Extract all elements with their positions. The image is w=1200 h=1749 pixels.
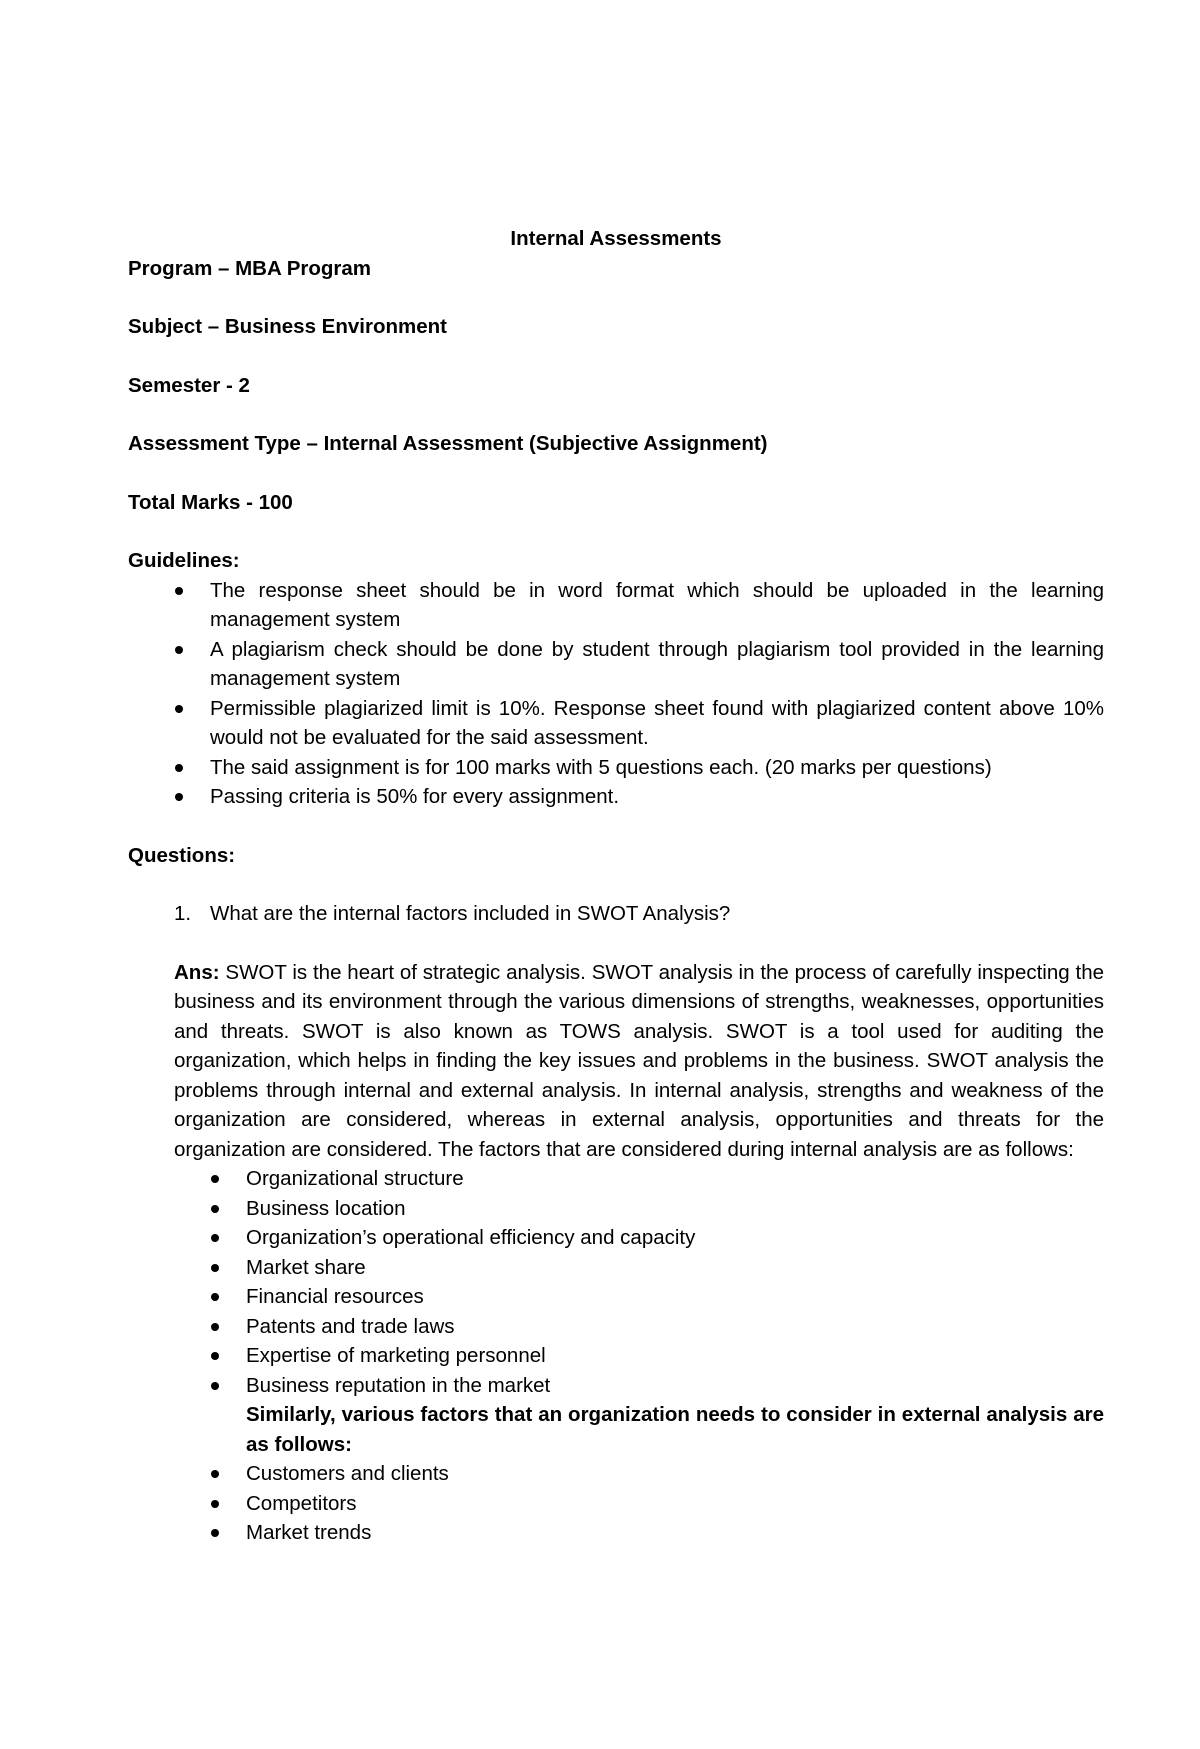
bullet-icon bbox=[211, 1382, 219, 1390]
document-body bbox=[128, 224, 1104, 1548]
answer-label: Ans: bbox=[174, 960, 220, 984]
list-item: Business reputation in the market bbox=[128, 1371, 1104, 1401]
program-line: Program – MBA Program bbox=[128, 256, 372, 280]
questions-heading: Questions: bbox=[128, 843, 236, 867]
semester-line: Semester - 2 bbox=[128, 373, 250, 397]
assessment-type-line: Assessment Type – Internal Assessment (Subjective Assignment) bbox=[128, 432, 768, 455]
list-item: Customers and clients bbox=[128, 1459, 1104, 1489]
bullet-icon bbox=[175, 587, 183, 595]
bullet-icon bbox=[175, 764, 183, 772]
bullet-icon bbox=[211, 1293, 219, 1301]
list-item: Patents and trade laws bbox=[128, 1312, 1104, 1342]
bullet-icon bbox=[211, 1175, 219, 1183]
subject-line: Subject – Business Environment bbox=[128, 315, 447, 338]
list-item: Financial resources bbox=[128, 1282, 1104, 1312]
list-item: The response sheet should be in word format which should be uploaded in the learning management system bbox=[128, 576, 1104, 635]
bullet-icon bbox=[211, 1352, 219, 1360]
external-factors-list bbox=[128, 1459, 1104, 1548]
list-item: Market trends bbox=[128, 1518, 1104, 1548]
bullet-icon bbox=[211, 1323, 219, 1331]
list-item: Competitors bbox=[128, 1489, 1104, 1519]
bullet-icon bbox=[211, 1529, 219, 1537]
guidelines-list bbox=[128, 576, 1104, 812]
list-item: Business location bbox=[128, 1194, 1104, 1224]
answer-1 bbox=[128, 958, 1104, 1165]
bullet-icon bbox=[175, 646, 183, 654]
list-item: The said assignment is for 100 marks with 5 questions each. (20 marks per questions) bbox=[128, 753, 1104, 783]
bullet-icon bbox=[211, 1234, 219, 1242]
question-number: 1. bbox=[174, 902, 192, 925]
list-item: Market share bbox=[128, 1253, 1104, 1283]
bullet-icon bbox=[211, 1500, 219, 1508]
list-item: A plagiarism check should be done by student through plagiarism tool provided in the learning management system bbox=[128, 635, 1104, 694]
total-marks-line: Total Marks - 100 bbox=[128, 490, 293, 514]
list-item: Organization’s operational efficiency and capacity bbox=[128, 1223, 1104, 1253]
bullet-icon bbox=[211, 1470, 219, 1478]
question-1 bbox=[128, 899, 1104, 929]
list-item: Organizational structure bbox=[128, 1164, 1104, 1194]
list-item: Expertise of marketing personnel bbox=[128, 1341, 1104, 1371]
external-analysis-intro: Similarly, various factors that an organization needs to consider in external analysis are as follows: bbox=[246, 1403, 1104, 1456]
bullet-icon bbox=[175, 705, 183, 713]
guidelines-heading: Guidelines: bbox=[128, 549, 240, 572]
bullet-icon bbox=[211, 1205, 219, 1213]
bullet-icon bbox=[211, 1264, 219, 1272]
list-item: Permissible plagiarized limit is 10%. Response sheet found with plagiarized content above 10% would not be evaluated for the said assessment. bbox=[128, 694, 1104, 753]
list-item: Passing criteria is 50% for every assignment. bbox=[128, 782, 1104, 812]
question-text: What are the internal factors included in SWOT Analysis? bbox=[210, 902, 731, 925]
internal-factors-list bbox=[128, 1164, 1104, 1400]
answer-text: SWOT is the heart of strategic analysis. SWOT analysis in the process of carefully inspecting the business and its environment through the various dimensions of strengths, weaknesses, opportunities and threats. SWOT is also known as TOWS analysis. SWOT is a tool used for auditing the organization, which helps in finding the key issues and problems in the business. SWOT analysis the problems through internal and external analysis. In internal analysis, strengths and weakness of the organization are considered, whereas in external analysis, opportunities and threats for the organization are considered. The factors that are considered during internal analysis are as follows: bbox=[174, 960, 1104, 1161]
document-title: Internal Assessments bbox=[510, 227, 722, 250]
bullet-icon bbox=[175, 793, 183, 801]
